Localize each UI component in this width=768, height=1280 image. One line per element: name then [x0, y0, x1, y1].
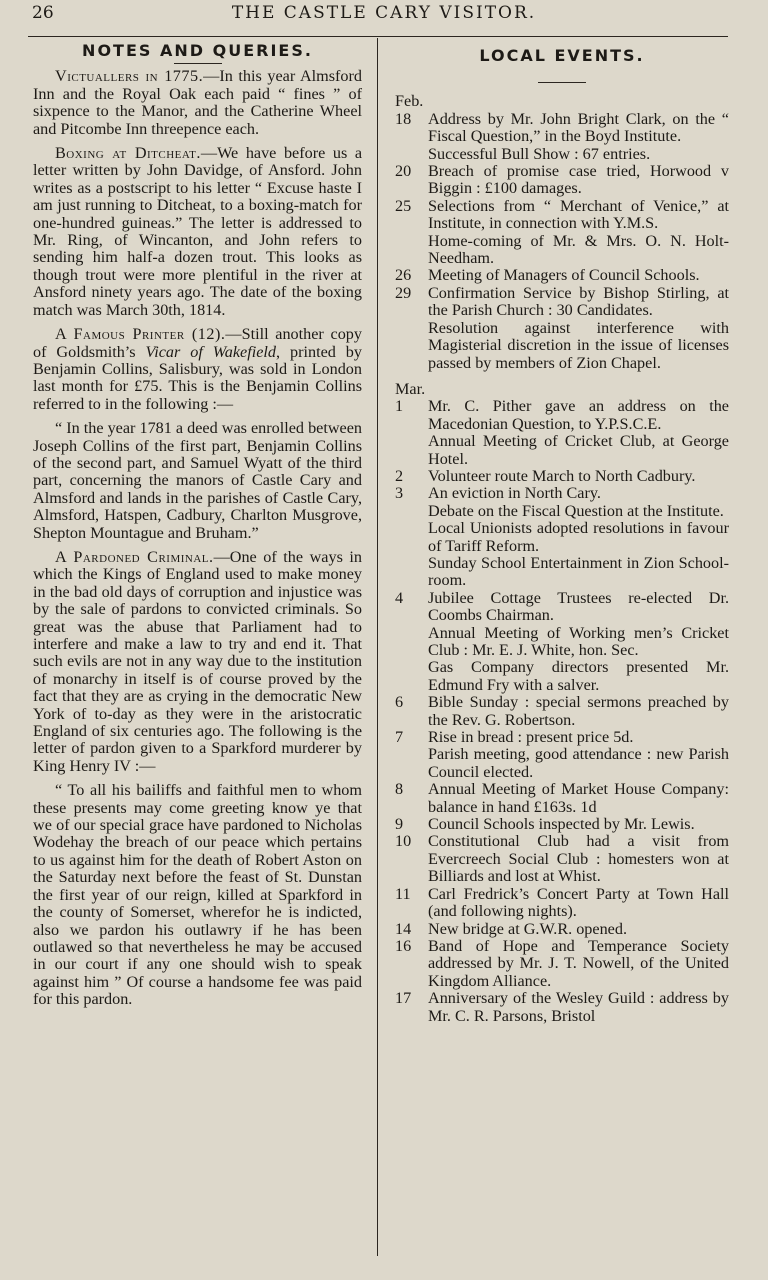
note-text: , printed by Benjamin Collins, Salisbury, was sold in London last month for £75. This is the Benjamin Collins referred to in the following :— — [33, 342, 362, 413]
event-item — [395, 163, 729, 198]
event-day: 11 — [395, 884, 411, 903]
event-text: Jubilee Cottage Trustees re-elected Dr. Coombs Chairman. — [428, 588, 729, 625]
event-text: An eviction in North Cary. — [428, 484, 601, 503]
event-item — [395, 398, 729, 433]
event-item — [395, 590, 729, 625]
event-item — [395, 921, 729, 938]
event-item — [395, 990, 729, 1025]
event-item — [395, 146, 729, 163]
note-text: —Still another copy of Goldsmith’s — [33, 325, 362, 361]
book-title: Vicar of Wakefield — [145, 342, 277, 361]
note-lead: Victuallers in 1775. — [55, 67, 204, 86]
event-day — [395, 233, 428, 268]
event-text: Home-coming of Mr. & Mrs. O. N. Holt-Needham. — [428, 231, 729, 268]
notes-and-queries-column — [33, 42, 362, 1016]
event-text: Volunteer route March to North Cadbury. — [428, 466, 696, 485]
running-header — [0, 3, 768, 25]
event-item — [395, 729, 729, 746]
event-text: Anniversary of the Wesley Guild : address by Mr. C. R. Parsons, Bristol — [428, 989, 729, 1025]
event-text: Annual Meeting of Cricket Club, at George Hotel. — [428, 432, 729, 468]
heading-rule — [538, 82, 586, 83]
note-boxing — [33, 145, 362, 319]
event-day: 17 — [395, 989, 412, 1008]
event-text: Annual Meeting of Working men’s Cricket Club : Mr. E. J. White, hon. Sec. — [428, 623, 729, 659]
event-day: 4 — [395, 588, 404, 607]
event-day: 10 — [395, 832, 412, 851]
event-text: Band of Hope and Temperance Society addressed by Mr. J. T. Nowell, of the United Kingdom Alliance. — [428, 936, 729, 990]
event-day: 8 — [395, 780, 404, 799]
event-text: Council Schools inspected by Mr. Lewis. — [428, 815, 695, 834]
event-day: 7 — [395, 728, 404, 747]
event-text: New bridge at G.W.R. opened. — [428, 919, 627, 938]
note-lead: Boxing at Ditcheat. — [55, 144, 201, 163]
event-text: Sunday School Entertainment in Zion School-room. — [428, 553, 729, 590]
event-day: 20 — [395, 162, 412, 181]
event-item — [395, 233, 729, 268]
event-text: Rise in bread : present price 5d. — [428, 728, 634, 747]
event-day: 2 — [395, 466, 404, 485]
event-text: Debate on the Fiscal Question at the Institute. — [428, 501, 724, 520]
event-day — [395, 503, 428, 520]
event-item — [395, 520, 729, 555]
event-day: 16 — [395, 936, 412, 955]
event-text: Constitutional Club had a visit from Evercreech Social Club : homesters won at Billiards and lost at Whist. — [428, 832, 729, 886]
local-events-column — [395, 42, 729, 1025]
event-day: 6 — [395, 693, 404, 712]
event-day: 26 — [395, 266, 412, 285]
event-day: 25 — [395, 196, 412, 215]
event-item — [395, 938, 729, 990]
note-pardon-quote — [33, 782, 362, 1008]
note-text: “ In the year 1781 a deed was enrolled between Joseph Collins of the first part, Benjamin Collins of the second part, and Samuel Wyatt of the third part, concerning the manors of Castle Cary and Almsford and lands in the parishes of Castle Cary, Almsford, Hatspen, Cadbury, Charlton Musgrove, Shepton Mountague and Bruham.” — [33, 419, 362, 542]
event-item — [395, 267, 729, 284]
event-item — [395, 886, 729, 921]
event-day: 3 — [395, 484, 404, 503]
month-label-mar: Mar. — [395, 379, 426, 398]
event-day — [395, 555, 428, 590]
note-text: —In this year Almsford Inn and the Royal Oak each paid “ fines ” of sixpence to the Manor, and the Catherine Wheel and Pitcombe Inn threepence each. — [33, 67, 362, 138]
event-item — [395, 555, 729, 590]
note-text: —One of the ways in which the Kings of England used to make money in the bad old days of corruption and injustice was by the sale of pardons to convicted criminals. So great was the abuse that Parliament had to interfere and make a law to try and end it. That such evils are not in any way due to the institution of monarchy in itself is of course proved by the fact that they are as crying in the democratic New York of to-day as they were in the aristocratic England of six centuries ago. The following is the letter of pardon given to a Sparkford murderer by King Henry IV :— — [33, 547, 362, 775]
month-label-feb: Feb. — [395, 92, 424, 111]
event-text: Breach of promise case tried, Horwood v Biggin : £100 damages. — [428, 162, 729, 198]
event-item — [395, 746, 729, 781]
feb-events — [395, 111, 729, 372]
note-victuallers — [33, 68, 362, 138]
event-text: Confirmation Service by Bishop Stirling, at the Parish Church : 30 Candidates. — [428, 283, 729, 320]
event-item — [395, 468, 729, 485]
event-day — [395, 520, 428, 555]
note-deed-quote — [33, 420, 362, 542]
event-text: Annual Meeting of Market House Company: balance in hand £163s. 1d — [428, 780, 729, 816]
event-text: Meeting of Managers of Council Schools. — [428, 266, 700, 285]
event-day — [395, 746, 428, 781]
column-divider — [377, 38, 378, 1256]
event-day: 29 — [395, 283, 412, 302]
event-text: Successful Bull Show : 67 entries. — [428, 144, 651, 163]
mar-events — [395, 398, 729, 1025]
note-lead: A Pardoned Criminal. — [55, 547, 214, 566]
event-item — [395, 320, 729, 372]
event-day — [395, 625, 428, 660]
event-text: Bible Sunday : special sermons preached by the Rev. G. Robertson. — [428, 693, 729, 729]
event-day: 14 — [395, 919, 412, 938]
event-text: Resolution against interference with Magisterial discretion in the issue of licenses passed by members of Zion Chapel. — [428, 318, 729, 372]
note-famous-printer — [33, 326, 362, 413]
event-item — [395, 503, 729, 520]
event-item — [395, 285, 729, 320]
event-item — [395, 659, 729, 694]
event-item — [395, 625, 729, 660]
event-day — [395, 659, 428, 694]
event-item — [395, 816, 729, 833]
page-number: 26 — [32, 3, 54, 23]
event-item — [395, 781, 729, 816]
heading-rule — [174, 63, 222, 64]
event-day — [395, 320, 428, 372]
note-text: —We have before us a letter written by John Davidge, of Ansford. John writes as a postscript to his letter “ Excuse haste I am just running to Ditcheat, to a boxing-match for one-hundred guineas.” The letter is addressed to Mr. Ring, of Wincanton, and John refers to sending him half-a dozen trout. This looks as though trout were more plentiful in the river at Ansford ninety years ago. The date of the boxing match was March 30th, 1814. — [33, 144, 362, 319]
event-day — [395, 433, 428, 468]
events-heading: LOCAL EVENTS. — [479, 46, 645, 65]
event-text: Selections from “ Merchant of Venice,” at Institute, in connection with Y.M.S. — [428, 196, 729, 233]
publication-title: THE CASTLE CARY VISITOR. — [231, 3, 537, 23]
event-text: Mr. C. Pither gave an address on the Macedonian Question, to Y.P.S.C.E. — [428, 397, 729, 433]
event-item — [395, 833, 729, 885]
event-text: Address by Mr. John Bright Clark, on the “ Fiscal Question,” in the Boyd Institute. — [428, 109, 729, 146]
event-text: Local Unionists adopted resolutions in favour of Tariff Reform. — [428, 519, 729, 555]
note-text: “ To all his bailiffs and faithful men to whom these presents may come greeting know ye that we of our special grace have pardoned to Nicholas Wodehay the breach of our peace which pertains to us against him for the death of Robert Aston on the Saturday next before the feast of St. Dunstan the first year of our reign, killed at Sparkford in the county of Somerset, wherefor he is indicted, also we pardon his outlawry if he has been outlawed so that nevertheless he may be accused in our court if any one should wish to speak against him ” Of course a handsome fee was paid for this pardon. — [33, 781, 362, 1009]
event-text: Carl Fredrick’s Concert Party at Town Hall (and following nights). — [428, 884, 729, 921]
notes-heading: NOTES AND QUERIES. — [82, 41, 313, 60]
event-day: 1 — [395, 397, 404, 416]
note-lead: A Famous Printer (12). — [55, 325, 226, 344]
header-rule — [28, 36, 728, 37]
event-day — [395, 146, 428, 163]
event-item — [395, 198, 729, 233]
note-pardoned-criminal — [33, 549, 362, 775]
event-item — [395, 694, 729, 729]
event-day: 18 — [395, 109, 412, 128]
event-text: Gas Company directors presented Mr. Edmund Fry with a salver. — [428, 658, 729, 694]
event-item — [395, 485, 729, 502]
event-day: 9 — [395, 815, 404, 834]
event-text: Parish meeting, good attendance : new Parish Council elected. — [428, 745, 729, 781]
event-item — [395, 433, 729, 468]
event-item — [395, 111, 729, 146]
